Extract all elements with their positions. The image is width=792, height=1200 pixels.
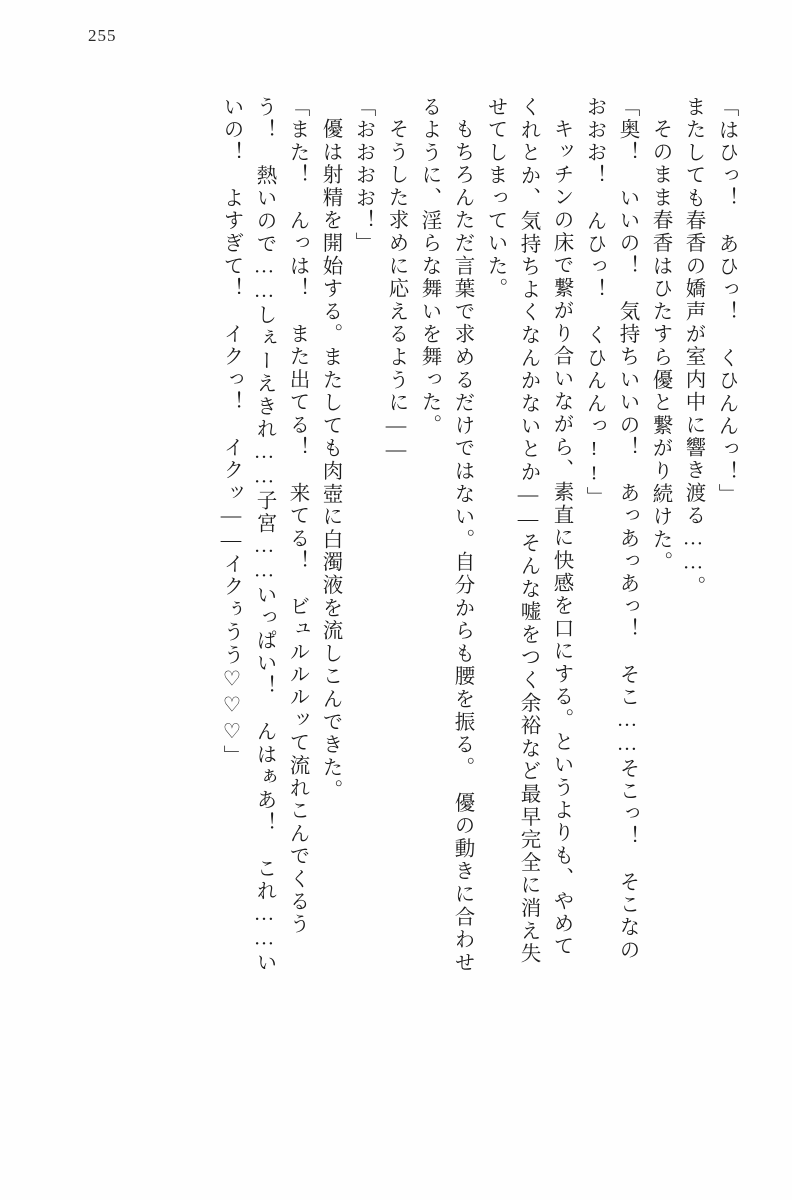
text-column: 「奥！ いいの！ 気持ちいいの！ あっあっあっ！ そこ……そこっ！ そこなの <box>616 96 638 962</box>
text-column: 「はひっ！ あひっ！ くひんんっ！」 <box>715 96 737 507</box>
text-column: 「また！ んっは！ また出てる！ 来てる！ ビュルルルッて流れこんでくるう <box>286 96 308 936</box>
text-column: いの！ よすぎて！ イクっ！ イクッ——イクぅうう♡♡♡」 <box>220 96 242 768</box>
text-column: 優は射精を開始する。またしても肉壺に白濁液を流しこんできた。 <box>319 118 341 802</box>
vertical-text-body <box>56 96 736 1156</box>
page-number: 255 <box>88 26 117 45</box>
text-column: う！ 熱いので……しぇーえきれ……子宮……いっぱい！ んはぁあ！ これ……い <box>253 96 275 975</box>
text-column: そのまま春香はひたすら優と繋がり続けた。 <box>649 118 671 574</box>
text-column: おおお！ んひっ！ くひんんっ!!」 <box>583 96 605 510</box>
text-column: そうした求めに応えるように—— <box>385 118 407 463</box>
text-column: くれとか、気持ちよくなんかないとか——そんな嘘をつく余裕など最早完全に消え失 <box>517 96 539 966</box>
text-column: 「おおおお！」 <box>352 96 374 255</box>
text-column: るように、淫らな舞いを舞った。 <box>418 96 440 437</box>
text-column: せてしまっていた。 <box>484 96 506 301</box>
text-column: キッチンの床で繋がり合いながら、素直に快感を口にする。というよりも、やめて <box>550 118 572 958</box>
text-column: またしても春香の嬌声が室内中に響き渡る……。 <box>682 96 704 599</box>
text-column: もちろんただ言葉で求めるだけではない。自分からも腰を振る。 優の動きに合わせ <box>451 118 473 975</box>
